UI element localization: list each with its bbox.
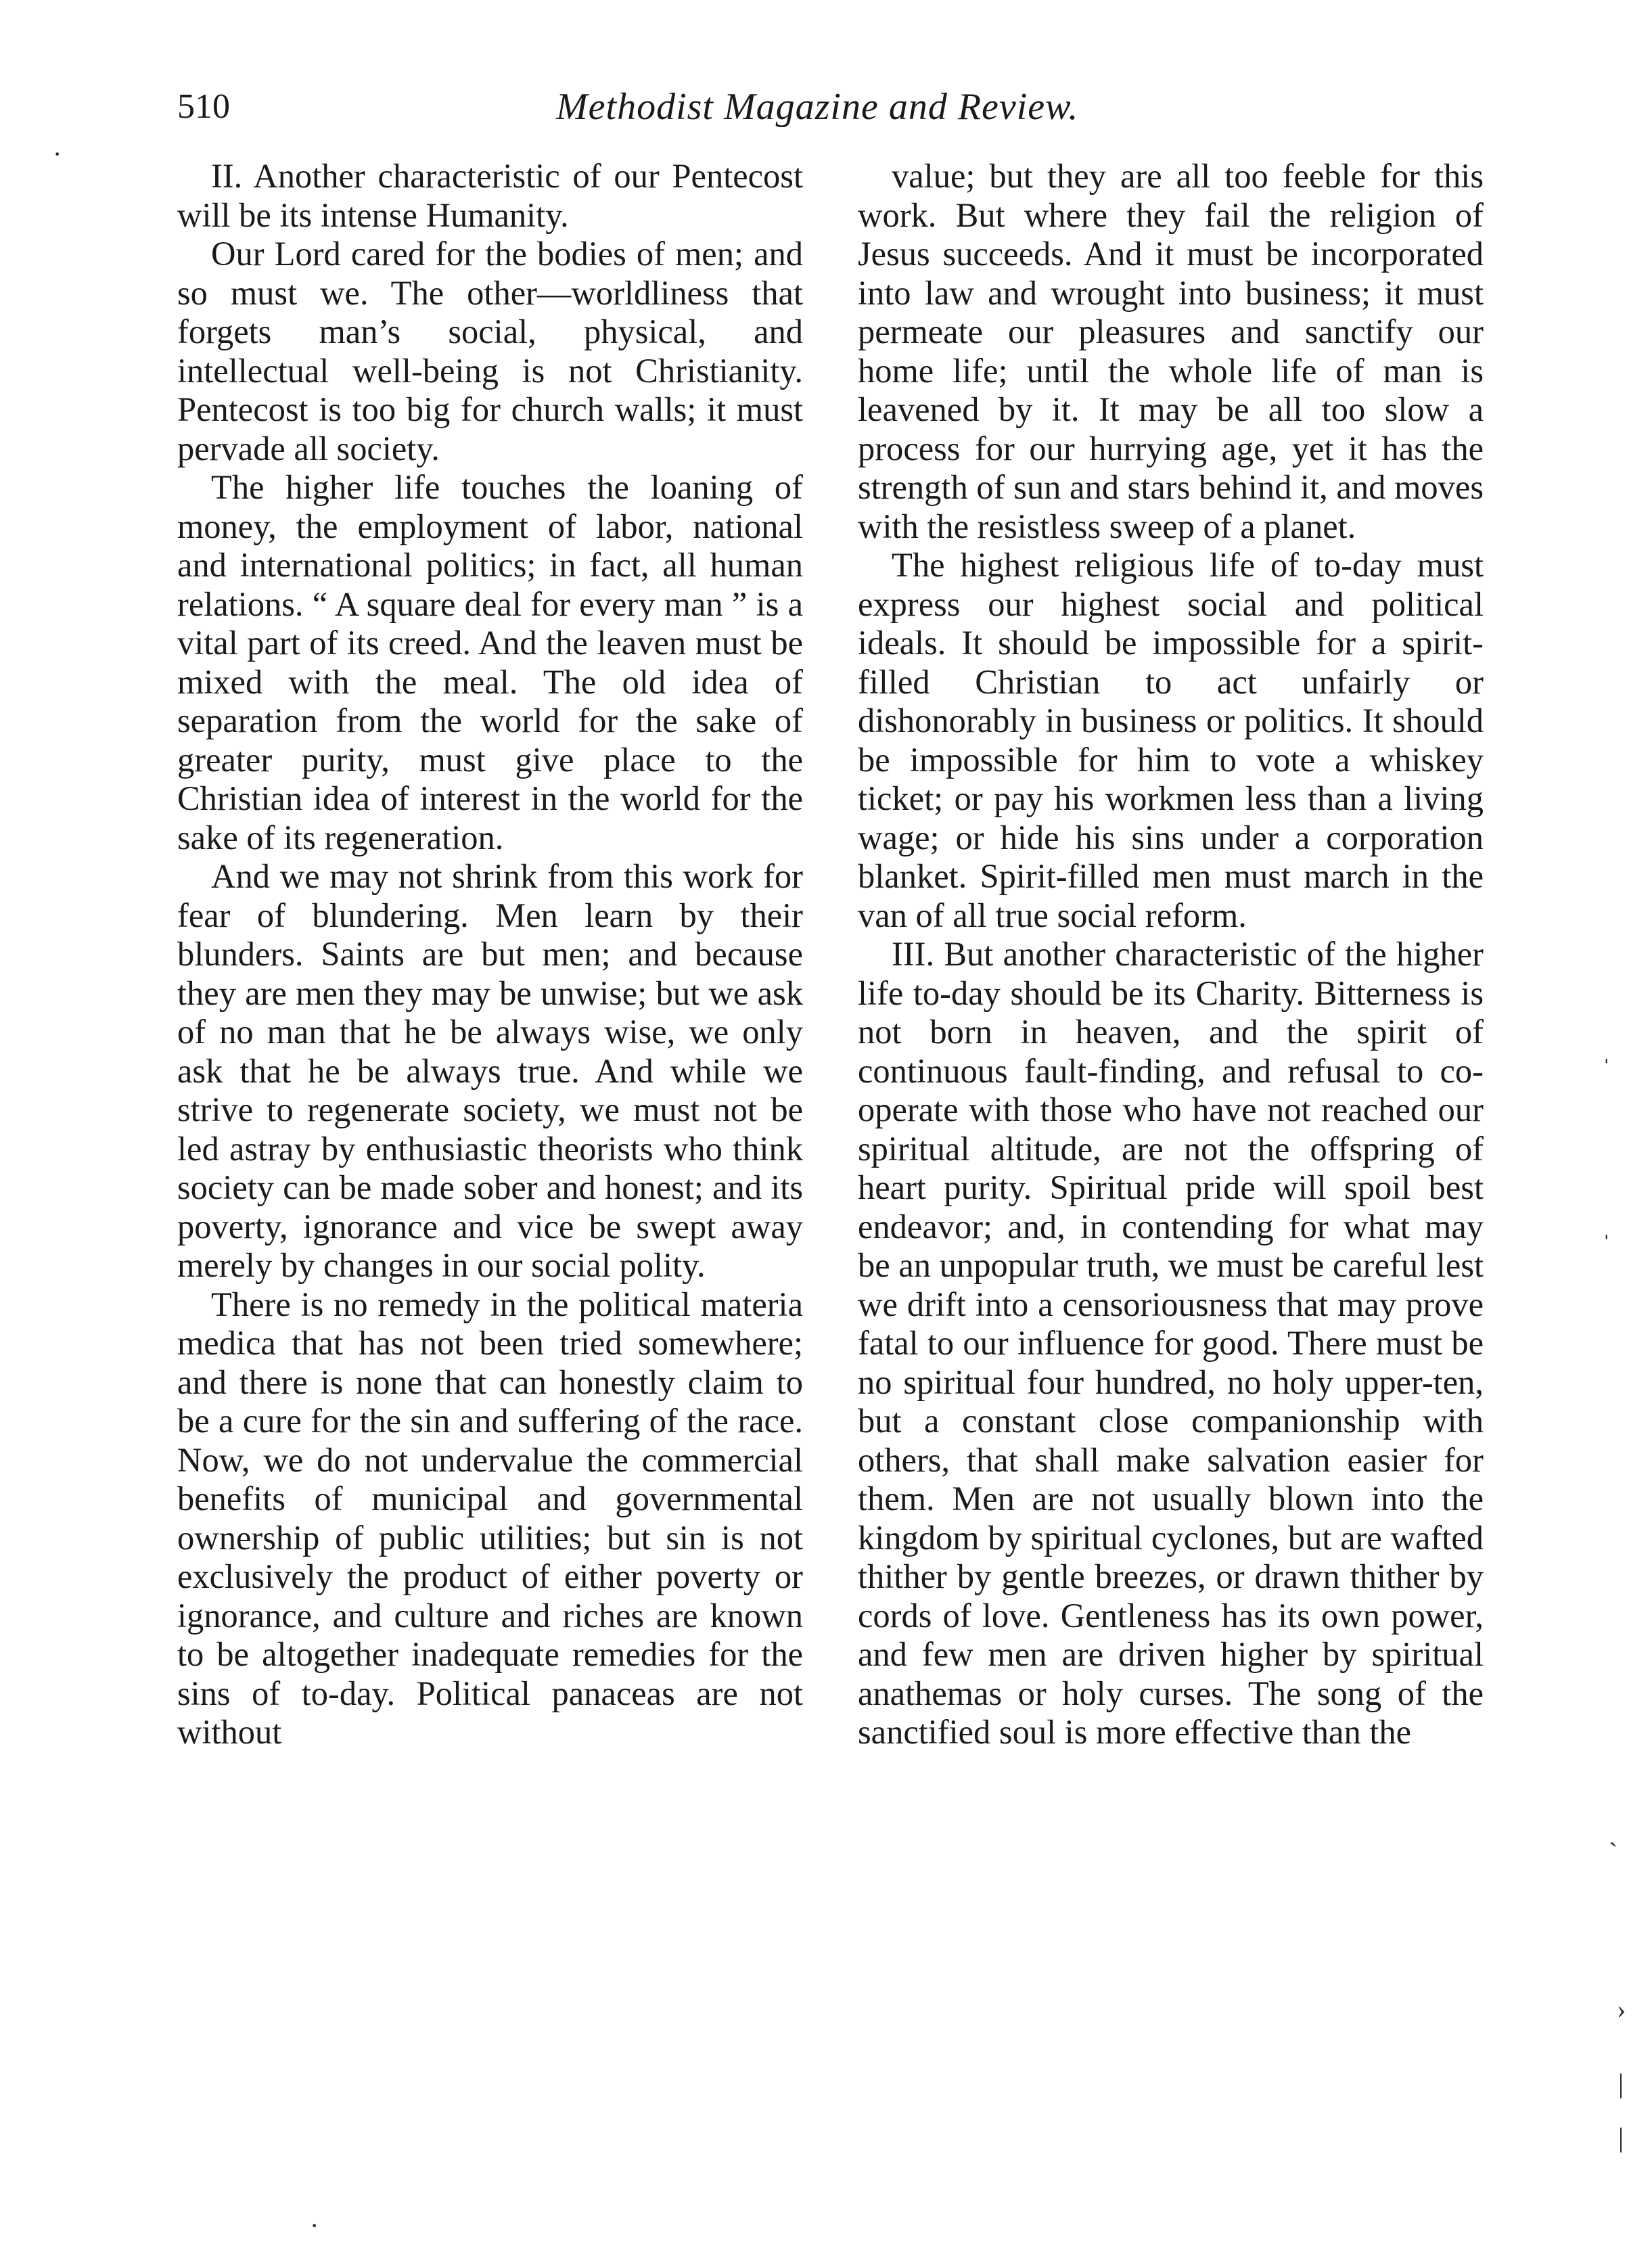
paragraph: And we may not shrink from this work for fear of blundering. Men learn by their blunders. Saints are but men; and because they are men they may be unwise; but we ask of no man that he be always wise, we only ask that he be always true. And while we strive to regenerate society, we must not be led astray by enthusiastic theorists who think society can be made sober and honest; and its poverty, ignorance and vice be swept away merely by changes in our social polity. [177, 857, 803, 1284]
paragraph: Our Lord cared for the bodies of men; and so must we. The other—worldliness that forgets man’s social, physical, and intellectual well-being is not Christianity. Pentecost is too big for church walls; it must pervade all society. [177, 235, 803, 467]
scan-speck: · [310, 2210, 319, 2241]
right-column [858, 157, 1484, 1752]
scan-speck: | [1618, 2122, 1624, 2153]
paragraph: The higher life touches the loaning of money, the employment of labor, national and international politics; in fact, all human relations. “ A square deal for every man ” is a vital part of its creed. And the leaven must be mixed with the meal. The old idea of separation from the world for the sake of greater purity, must give place to the Christian idea of interest in the world for the sake of its regeneration. [177, 468, 803, 857]
scan-speck: ˎ [1609, 1817, 1618, 1847]
paragraph: value; but they are all too feeble for this work. But where they fail the religion of Jesus succeeds. And it must be incorporated into law and wrought into business; it must permeate our pleasures and sanctify our home life; until the whole life of man is leavened by it. It may be all too slow a process for our hurrying age, yet it has the strength of sun and stars behind it, and moves with the resistless sweep of a planet. [858, 157, 1484, 545]
scan-speck: | [1618, 2068, 1624, 2099]
page-header [177, 80, 1436, 134]
page-number: 510 [177, 87, 230, 126]
paragraph: The highest religious life of to-day must express our highest social and political ideals. It should be impossible for a spirit-filled Christian to act unfairly or dishonorably in business or politics. It should be impossible for him to vote a whiskey ticket; or pay his workmen less than a living wage; or hide his sins under a corporation blanket. Spirit-filled men must march in the van of all true social reform. [858, 546, 1484, 934]
left-column [177, 157, 803, 1752]
scan-speck: ˌ [1602, 1033, 1611, 1064]
paragraph: There is no remedy in the political materia medica that has not been tried somewhere; and there is none that can honestly claim to be a cure for the sin and suffering of the race. Now, we do not undervalue the commercial benefits of municipal and governmental ownership of public utilities; but sin is not exclusively the product of either poverty or ignorance, and culture and riches are known to be altogether inadequate remedies for the sins of to-day. Political panaceas are not without [177, 1285, 803, 1751]
scan-speck: · [53, 139, 62, 169]
scan-speck: ˌ [1602, 1209, 1611, 1239]
paragraph: III. But another characteristic of the higher life to-day should be its Charity. Bitterness is not born in heaven, and the spirit of continuous fault-finding, and refusal to co-operate with those who have not reached our spiritual altitude, are not the offspring of heart purity. Spiritual pride will spoil best endeavor; and, in contending for what may be an unpopular truth, we must be careful lest we drift into a censoriousness that may prove fatal to our influence for good. There must be no spiritual four hundred, no holy upper-ten, but a constant close companionship with others, that shall make salvation easier for them. Men are not usually blown into the kingdom by spiritual cyclones, but are wafted thither by gentle breezes, or drawn thither by cords of love. Gentleness has its own power, and few men are driven higher by spiritual anathemas or holy curses. The song of the sanctified soul is more effective than the [858, 935, 1484, 1751]
scan-speck: › [1617, 1994, 1626, 2024]
running-title: Methodist Magazine and Review. [556, 86, 1079, 128]
paragraph: II. Another characteristic of our Pentecost will be its intense Humanity. [177, 157, 803, 234]
